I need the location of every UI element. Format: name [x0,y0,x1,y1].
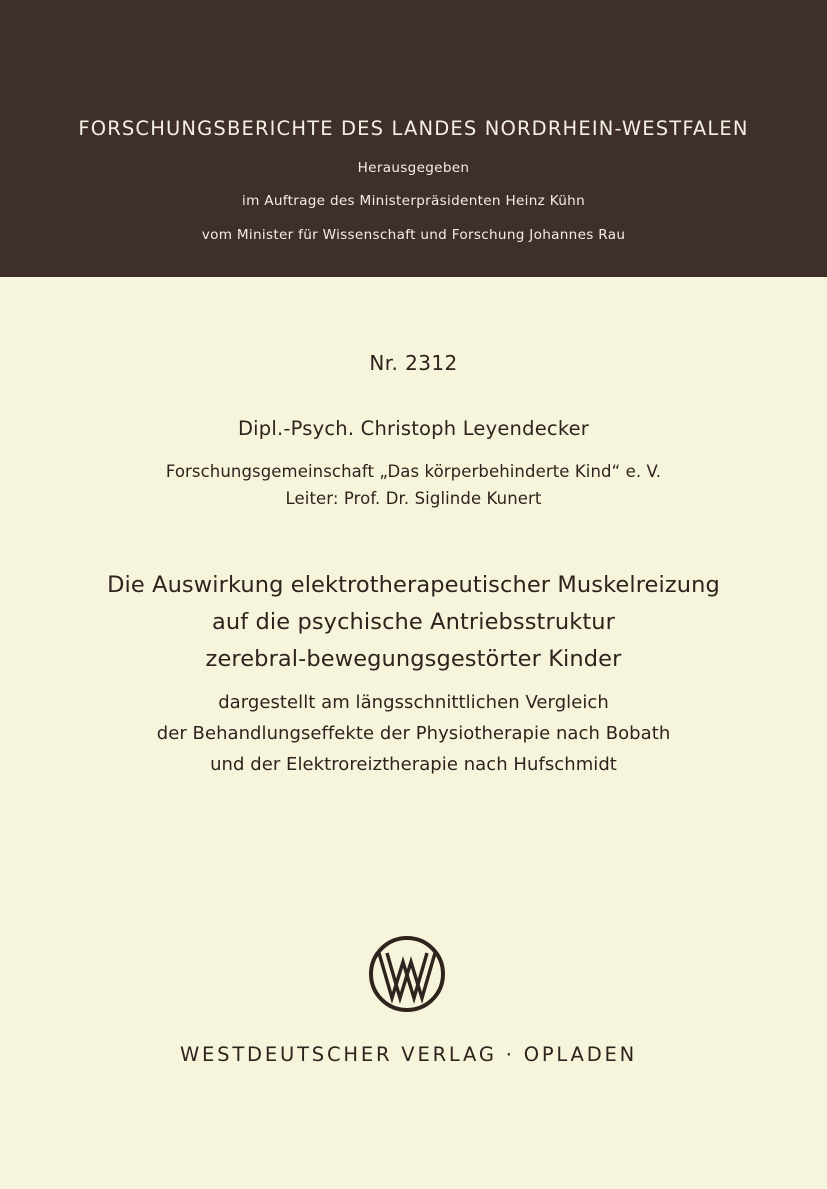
author: Dipl.-Psych. Christoph Leyendecker [237,417,590,440]
header-line-herausgegeben: Herausgegeben [357,160,470,176]
affiliation-organization: Forschungsgemeinschaft „Das körperbehinderte Kind“ e. V. [165,462,662,481]
publisher-imprint: WESTDEUTSCHER VERLAG · OPLADEN [179,1043,638,1066]
westdeutscher-verlag-logo-icon [367,934,447,1014]
series-title: FORSCHUNGSBERICHTE DES LANDES NORDRHEIN-WESTFALEN [78,117,749,140]
affiliation-leader: Leiter: Prof. Dr. Siglinde Kunert [285,489,542,508]
header-line-auftrag: im Auftrage des Ministerpräsidenten Heinz Kühn [242,193,585,209]
subtitle-line-1: dargestellt am längsschnittlichen Vergleich [218,692,609,713]
title-line-2: auf die psychische Antriebsstruktur [212,609,615,635]
subtitle-line-3: und der Elektroreiztherapie nach Hufschmidt [210,754,617,775]
title-line-1: Die Auswirkung elektrotherapeutischer Muskelreizung [107,572,720,598]
header-line-minister: vom Minister für Wissenschaft und Forschung Johannes Rau [201,227,626,243]
report-number: Nr. 2312 [369,351,458,375]
header-band [0,0,827,277]
subtitle-line-2: der Behandlungseffekte der Physiotherapie nach Bobath [156,723,671,744]
title-line-3: zerebral-bewegungsgestörter Kinder [205,646,622,672]
